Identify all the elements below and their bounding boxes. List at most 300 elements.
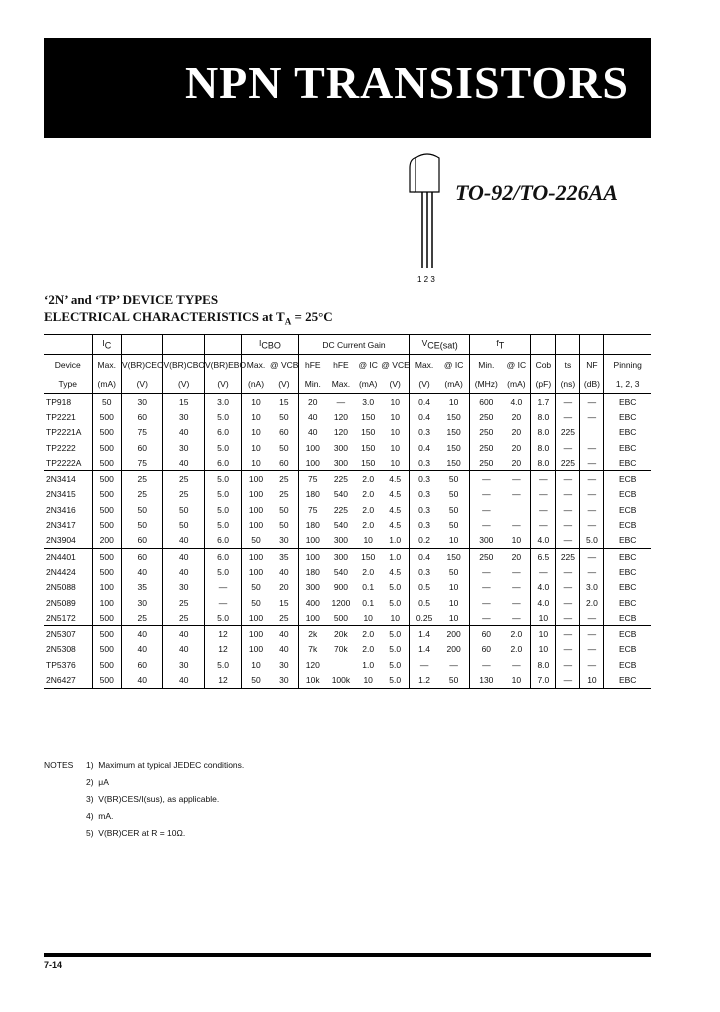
table-cell: 5.0 — [389, 644, 402, 655]
table-row — [44, 657, 651, 672]
page-title: NPN TRANSISTORS — [184, 57, 629, 108]
table-body — [44, 394, 651, 689]
table-cell: 10 — [242, 394, 270, 410]
table-cell: 7.0 — [531, 672, 556, 688]
table-cell: 5.0 — [204, 610, 241, 626]
device-type-cell: 2N5172 — [46, 612, 76, 623]
table-cell: 25 — [270, 471, 298, 487]
table-cell: 2.0 — [362, 644, 375, 655]
table-cell: — — [580, 440, 604, 455]
title-banner — [44, 38, 651, 138]
table-cell: 70k — [334, 644, 348, 655]
table-cell: 50 — [448, 489, 459, 500]
table-cell: — — [580, 394, 604, 410]
table-cell: 20 — [279, 582, 289, 593]
table-cell: 4.5 — [389, 566, 402, 577]
table-row — [44, 502, 651, 517]
table-cell: 1.2 — [410, 672, 438, 688]
table-cell: 12 — [204, 642, 241, 657]
table-cell: EBC — [604, 409, 651, 424]
table-cell: 4.0 — [531, 595, 556, 610]
table-cell: ECB — [604, 517, 651, 532]
table-cell: 5.0 — [580, 533, 604, 549]
table-cell: — — [470, 610, 503, 626]
table-cell: 3.0 — [580, 580, 604, 595]
table-cell: 20 — [511, 457, 522, 468]
table-cell: 25 — [122, 610, 163, 626]
package-label: TO-92/TO-226AA — [455, 180, 618, 205]
table-cell: — — [410, 657, 438, 672]
table-cell: 100 — [298, 533, 326, 549]
table-cell: 30 — [163, 409, 204, 424]
table-cell: 60 — [122, 657, 163, 672]
table-cell: 10 — [502, 672, 530, 688]
table-cell: 0.4 — [410, 409, 438, 424]
device-type-cell: 2N3414 — [44, 471, 92, 487]
table-row — [44, 471, 651, 487]
table-cell: 150 — [355, 548, 381, 564]
table-cell: 0.3 — [410, 455, 438, 471]
table-cell: 10 — [242, 409, 270, 424]
table-cell: — — [580, 642, 604, 657]
table-cell: 10 — [242, 425, 270, 440]
table-cell: ECB — [604, 502, 651, 517]
table-cell: 225 — [327, 471, 355, 487]
table-cell: 100k — [327, 672, 355, 688]
table-cell: 100 — [242, 517, 270, 532]
table-cell: — — [556, 487, 580, 502]
table-cell: 10 — [242, 440, 270, 455]
table-cell: 100 — [92, 595, 121, 610]
table-cell: 180 — [298, 487, 326, 502]
table-cell: 60 — [122, 548, 163, 564]
table-cell: — — [531, 517, 556, 532]
table-cell: 100 — [92, 580, 121, 595]
table-cell: 250 — [470, 409, 503, 424]
table-cell: 180 — [298, 564, 326, 579]
table-cell: 250 — [470, 425, 503, 440]
table-cell: 40 — [163, 642, 204, 657]
table-cell: 1.7 — [531, 394, 556, 410]
table-cell: 30 — [163, 657, 204, 672]
table-cell: 540 — [333, 520, 348, 531]
table-cell: 1.0 — [389, 535, 402, 546]
table-cell: 40 — [279, 644, 289, 655]
table-cell: 10 — [363, 612, 373, 623]
table-cell: 500 — [92, 517, 121, 532]
table-cell: 10 — [242, 657, 270, 672]
table-cell: 0.4 — [410, 394, 438, 410]
table-cell: — — [556, 580, 580, 595]
table-cell: 30 — [122, 394, 163, 410]
table-cell: 40 — [163, 455, 204, 471]
table-cell: 4.0 — [531, 580, 556, 595]
table-row — [44, 610, 651, 626]
table-cell: 0.3 — [410, 502, 438, 517]
table-cell: 100 — [298, 455, 326, 471]
table-cell: 50 — [279, 504, 289, 515]
device-type-cell: 2N3416 — [46, 504, 76, 515]
table-cell: 150 — [361, 457, 376, 468]
table-cell: 600 — [470, 394, 503, 410]
table-cell: 2.0 — [355, 471, 381, 487]
table-cell: — — [470, 471, 503, 487]
table-cell: 40 — [163, 548, 204, 564]
table-cell: 60 — [279, 457, 289, 468]
table-cell: 2.0 — [362, 504, 375, 515]
device-type-cell: 2N4401 — [44, 548, 92, 564]
table-cell: 2.0 — [502, 626, 530, 642]
table-cell: 500 — [92, 471, 121, 487]
table-cell: — — [556, 409, 580, 424]
table-row — [44, 440, 651, 455]
table-cell: 40 — [270, 626, 298, 642]
table-cell: 50 — [279, 411, 289, 422]
pin-labels: 1 2 3 — [417, 275, 435, 284]
table-cell: — — [556, 564, 580, 579]
table-cell: — — [470, 580, 503, 595]
table-cell: 60 — [470, 626, 503, 642]
table-cell: 100 — [242, 487, 270, 502]
table-cell: 15 — [163, 394, 204, 410]
table-cell: 400 — [298, 595, 326, 610]
table-cell: 50 — [242, 580, 270, 595]
device-type-cell: 2N4424 — [46, 566, 76, 577]
table-row — [44, 564, 651, 579]
table-cell: 6.5 — [531, 548, 556, 564]
table-cell: 30 — [270, 672, 298, 688]
table-cell: 500 — [92, 672, 121, 688]
table-cell: 500 — [92, 657, 121, 672]
table-cell: 10 — [390, 411, 400, 422]
table-cell: 2.0 — [510, 644, 523, 655]
table-cell: 25 — [279, 489, 289, 500]
table-cell: — — [556, 672, 580, 688]
table-cell: 50 — [242, 533, 270, 549]
table-cell: — — [502, 471, 530, 487]
table-cell: 1.4 — [410, 642, 438, 657]
table-cell: 20 — [298, 394, 326, 410]
table-cell: ECB — [604, 626, 651, 642]
table-cell: — — [512, 566, 521, 577]
table-cell: 8.0 — [531, 409, 556, 424]
table-cell: 2.0 — [362, 489, 375, 500]
table-cell: 3.0 — [355, 394, 381, 410]
table-cell: 500 — [92, 626, 121, 642]
table-cell: 500 — [92, 487, 121, 502]
table-cell: — — [204, 595, 241, 610]
table-cell: EBC — [604, 564, 651, 579]
table-cell: 5.0 — [204, 564, 241, 579]
ic-header: IC — [92, 335, 121, 355]
table-cell: 10 — [390, 612, 400, 623]
table-cell: 0.1 — [362, 597, 375, 608]
table-cell: 50 — [448, 504, 459, 515]
table-cell: 200 — [92, 533, 121, 549]
device-type-cell: 2N3415 — [46, 489, 76, 500]
table-cell: 5.0 — [389, 597, 402, 608]
table-cell: 25 — [163, 595, 204, 610]
table-cell: 25 — [163, 487, 204, 502]
table-cell: — — [531, 471, 556, 487]
table-cell: 225 — [333, 504, 348, 515]
table-cell: 4.5 — [389, 489, 402, 500]
notes-label: NOTES — [44, 760, 74, 770]
table-cell: — — [556, 595, 580, 610]
table-cell: EBC — [604, 595, 651, 610]
table-cell: 100 — [242, 548, 270, 564]
table-cell: 500 — [92, 440, 121, 455]
table-cell: ECB — [604, 610, 651, 626]
table-cell: 50 — [122, 502, 163, 517]
table-cell: 120 — [333, 411, 348, 422]
table-cell: 100 — [298, 610, 326, 626]
table-cell: 500 — [92, 564, 121, 579]
table-cell: 0.4 — [410, 440, 438, 455]
table-cell: 20 — [511, 411, 522, 422]
note-item: 4) mA. — [86, 811, 114, 821]
table-cell: — — [580, 471, 604, 487]
table-cell: 8.0 — [531, 455, 556, 471]
table-cell: 25 — [279, 612, 289, 623]
table-cell: — — [580, 409, 604, 424]
table-cell: 150 — [438, 548, 470, 564]
table-cell: — — [531, 564, 556, 579]
table-cell: 50 — [163, 517, 204, 532]
device-type-cell: 2N3904 — [46, 535, 76, 546]
table-cell: 60 — [122, 533, 163, 549]
table-cell: 25 — [122, 487, 163, 502]
table-cell: 35 — [270, 548, 298, 564]
table-cell: 5.0 — [204, 657, 241, 672]
table-cell: 0.3 — [410, 564, 438, 579]
table-cell: 500 — [92, 642, 121, 657]
table-cell: 150 — [361, 411, 376, 422]
table-cell: 50 — [279, 520, 289, 531]
table-cell: 12 — [204, 672, 241, 688]
table-cell: 20 — [502, 548, 530, 564]
table-cell: 25 — [163, 471, 204, 487]
table-cell: 40 — [122, 564, 163, 579]
vce-sat-header: VCE(sat) — [410, 335, 470, 355]
table-cell: — — [512, 520, 521, 531]
table-cell: 150 — [446, 427, 461, 438]
table-cell: 500 — [92, 502, 121, 517]
table-cell: 0.1 — [362, 582, 375, 593]
table-cell: 0.25 — [410, 610, 438, 626]
table-cell: — — [449, 659, 458, 670]
table-cell: — — [470, 564, 503, 579]
table-cell: 60 — [122, 409, 163, 424]
table-cell: 1.0 — [362, 659, 375, 670]
table-cell: 300 — [298, 580, 326, 595]
device-type-cell: 2N5307 — [44, 626, 92, 642]
table-cell: 500 — [92, 409, 121, 424]
table-cell: — — [580, 455, 604, 471]
table-cell: 130 — [470, 672, 503, 688]
table-cell: 75 — [298, 502, 326, 517]
device-type-cell: TP918 — [44, 394, 92, 410]
table-cell: 20 — [511, 442, 522, 453]
to92-transistor-illustration — [405, 150, 450, 290]
table-cell: 40 — [122, 626, 163, 642]
device-type-cell: TP2221A — [46, 427, 82, 438]
note-item: 5) V(BR)CER at R = 10Ω. — [86, 828, 186, 838]
table-cell: 0.5 — [410, 595, 438, 610]
table-cell: 0.3 — [410, 425, 438, 440]
table-cell: ECB — [604, 471, 651, 487]
note-item: 3) V(BR)CES/I(sus), as applicable. — [86, 794, 220, 804]
table-cell: 300 — [333, 535, 348, 546]
table-cell: EBC — [604, 440, 651, 455]
table-cell: 300 — [333, 457, 348, 468]
table-cell: 5.0 — [204, 409, 241, 424]
table-cell: 5.0 — [204, 471, 241, 487]
table-cell: 10 — [242, 455, 270, 471]
table-cell: — — [512, 612, 521, 623]
table-cell: 10k — [298, 672, 326, 688]
table-row — [44, 487, 651, 502]
table-cell: 4.5 — [381, 471, 409, 487]
ft-header: fT — [470, 335, 531, 355]
table-cell: 10 — [390, 457, 400, 468]
table-cell: 100 — [242, 642, 270, 657]
table-cell: 15 — [270, 394, 298, 410]
table-cell: ECB — [604, 487, 651, 502]
table-cell: 50 — [92, 394, 121, 410]
table-cell: 250 — [470, 455, 503, 471]
table-cell: 10 — [448, 582, 459, 593]
table-cell: — — [580, 487, 604, 502]
table-cell: 1.4 — [410, 626, 438, 642]
table-cell: 4.5 — [389, 504, 402, 515]
table-cell: 20k — [327, 626, 355, 642]
table-cell: — — [580, 657, 604, 672]
table-cell: 40 — [122, 672, 163, 688]
table-cell: 180 — [298, 517, 326, 532]
table-row — [44, 626, 651, 642]
table-cell: 300 — [470, 533, 503, 549]
characteristics-heading: ELECTRICAL CHARACTERISTICS at $T_A = 25^\circ C$ — [44, 309, 333, 327]
table-cell: 7k — [298, 642, 326, 657]
table-cell: 50 — [279, 442, 289, 453]
table-cell: 50 — [438, 672, 470, 688]
table-cell: 10 — [363, 535, 373, 546]
table-cell: 150 — [446, 457, 461, 468]
table-cell: 300 — [327, 548, 355, 564]
table-cell: — — [580, 548, 604, 564]
table-cell: 10 — [448, 597, 459, 608]
page-number: 7-14 — [44, 960, 63, 970]
table-cell: 500 — [92, 610, 121, 626]
table-cell: — — [556, 502, 580, 517]
table-cell: 300 — [333, 442, 348, 453]
table-cell: 30 — [163, 580, 204, 595]
table-row — [44, 517, 651, 532]
table-cell: 500 — [333, 612, 348, 623]
table-cell: 1200 — [331, 597, 351, 608]
table-cell — [502, 502, 530, 517]
table-row — [44, 394, 651, 410]
table-cell: 0.2 — [410, 533, 438, 549]
table-cell: 40 — [163, 672, 204, 688]
footer-rule — [44, 953, 651, 957]
table-cell: — — [512, 659, 521, 670]
table-cell: — — [580, 517, 604, 532]
table-cell: 2.0 — [580, 595, 604, 610]
table-cell: 150 — [361, 442, 376, 453]
table-cell: 10 — [531, 610, 556, 626]
table-cell: — — [556, 533, 580, 549]
table-cell: — — [470, 502, 503, 517]
table-cell: 6.0 — [204, 455, 241, 471]
table-cell: 5.0 — [204, 502, 241, 517]
table-cell: 8.0 — [531, 657, 556, 672]
table-cell — [580, 425, 604, 440]
note-item: 1) Maximum at typical JEDEC conditions. — [86, 760, 245, 770]
table-cell: 200 — [438, 626, 470, 642]
table-cell: 10 — [390, 442, 400, 453]
table-cell: EBC — [604, 533, 651, 549]
table-cell: 6.0 — [204, 533, 241, 549]
table-cell: 10 — [448, 612, 459, 623]
table-cell: 40 — [279, 566, 289, 577]
table-cell: 5.0 — [204, 517, 241, 532]
table-cell: 540 — [333, 489, 348, 500]
table-cell: 60 — [279, 427, 289, 438]
table-cell: 120 — [298, 657, 326, 672]
table-cell: 0.4 — [410, 548, 438, 564]
table-cell: ECB — [604, 642, 651, 657]
table-cell: EBC — [604, 455, 651, 471]
table-cell: — — [470, 657, 503, 672]
table-cell: 40 — [163, 425, 204, 440]
device-type-cell: 2N3417 — [46, 520, 76, 531]
table-cell: — — [556, 626, 580, 642]
table-cell: EBC — [604, 425, 651, 440]
device-type-cell: TP2221 — [46, 411, 76, 422]
device-type-cell: 2N5089 — [46, 597, 76, 608]
device-type-cell: 2N5308 — [46, 644, 76, 655]
table-cell: 6.0 — [204, 548, 241, 564]
table-cell: 500 — [92, 425, 121, 440]
table-cell: 50 — [242, 595, 270, 610]
table-cell — [327, 657, 355, 672]
table-cell: 50 — [448, 566, 459, 577]
table-cell: 12 — [204, 626, 241, 642]
table-row — [44, 642, 651, 657]
table-cell: 225 — [556, 425, 580, 440]
table-cell: 60 — [470, 642, 503, 657]
table-cell: 250 — [470, 440, 503, 455]
table-cell: 40 — [163, 626, 204, 642]
table-cell: 10 — [448, 535, 459, 546]
table-cell: 250 — [470, 548, 503, 564]
table-cell: 75 — [298, 471, 326, 487]
table-cell: 100 — [298, 440, 326, 455]
table-cell: 15 — [279, 597, 289, 608]
table-cell: 20 — [511, 427, 522, 438]
table-cell: ECB — [604, 657, 651, 672]
table-cell: EBC — [604, 394, 651, 410]
table-cell: 10 — [531, 626, 556, 642]
device-types-heading: ‘2N’ and ‘TP’ DEVICE TYPES — [44, 292, 219, 307]
table-cell: 10 — [511, 535, 522, 546]
table-cell: 35 — [122, 580, 163, 595]
table-cell: 100 — [242, 610, 270, 626]
table-cell: 10 — [381, 394, 409, 410]
table-cell: 150 — [446, 442, 461, 453]
